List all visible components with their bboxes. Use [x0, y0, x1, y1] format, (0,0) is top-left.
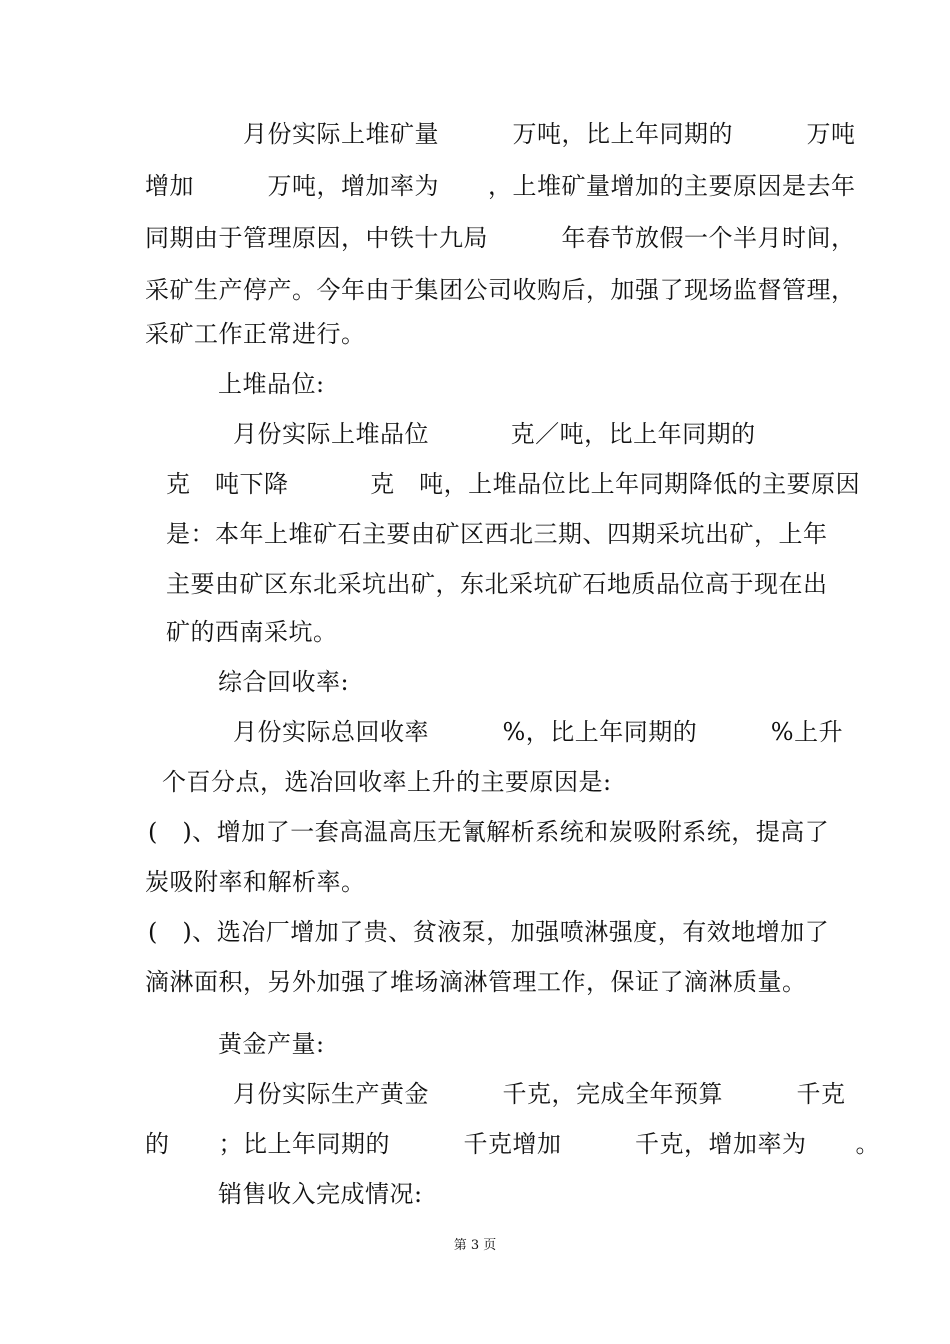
ore-volume-line-3: 同期由于管理原因，中铁十九局 年春节放假一个半月时间，	[145, 224, 856, 252]
ore-volume-line-5: 采矿工作正常进行。	[145, 320, 366, 348]
ore-volume-line-2: 增加 万吨，增加率为 ，上堆矿量增加的主要原因是去年	[145, 172, 856, 200]
recovery-reason-1-line-1: ( )、增加了一套高温高压无氰解析系统和炭吸附系统，提高了	[148, 818, 830, 846]
ore-grade-line-2: 克 吨下降 克 吨，上堆品位比上年同期降低的主要原因	[166, 470, 861, 498]
ore-grade-line-4: 主要由矿区东北采坑出矿，东北采坑矿石地质品位高于现在出	[166, 570, 828, 598]
ore-volume-line-4: 采矿生产停产。今年由于集团公司收购后，加强了现场监督管理，	[145, 276, 856, 304]
recovery-reason-1-line-2: 炭吸附率和解析率。	[145, 868, 366, 896]
sales-heading: 销售收入完成情况:	[218, 1180, 423, 1208]
recovery-heading: 综合回收率:	[218, 668, 350, 696]
ore-grade-line-1: 月份实际上堆品位 克／吨，比上年同期的	[233, 420, 756, 448]
gold-line-2: 的 ；比上年同期的 千克增加 千克，增加率为 。	[145, 1130, 880, 1158]
ore-volume-line-1: 月份实际上堆矿量 万吨，比上年同期的 万吨	[243, 120, 856, 148]
recovery-line-1: 月份实际总回收率 %，比上年同期的 %上升	[233, 718, 844, 746]
page-number: 第 3 页	[453, 1238, 497, 1253]
ore-grade-line-5: 矿的西南采坑。	[166, 618, 338, 646]
recovery-line-2: 个百分点，选冶回收率上升的主要原因是:	[162, 768, 612, 796]
recovery-reason-2-line-1: ( )、选冶厂增加了贵、贫液泵，加强喷淋强度，有效地增加了	[148, 918, 830, 946]
ore-grade-heading: 上堆品位:	[218, 370, 325, 398]
gold-heading: 黄金产量:	[218, 1030, 325, 1058]
recovery-reason-2-line-2: 滴淋面积，另外加强了堆场滴淋管理工作，保证了滴淋质量。	[145, 968, 807, 996]
gold-line-1: 月份实际生产黄金 千克，完成全年预算 千克	[233, 1080, 846, 1108]
ore-grade-line-3: 是：本年上堆矿石主要由矿区西北三期、四期采坑出矿，上年	[166, 520, 828, 548]
